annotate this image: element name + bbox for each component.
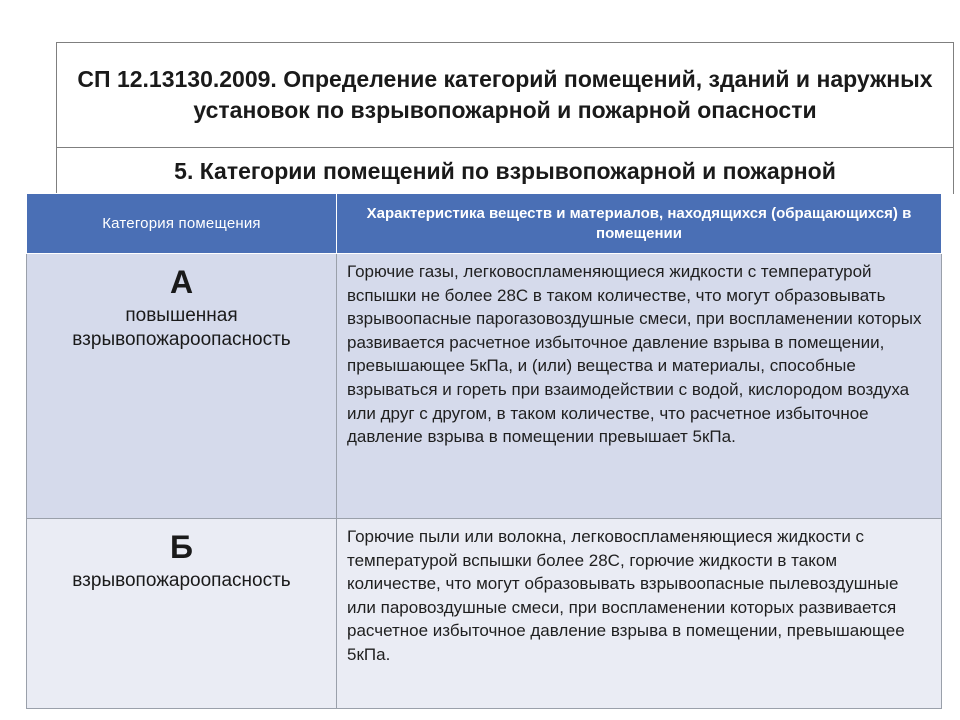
column-header-description: Характеристика веществ и материалов, находящихся (обращающихся) в помещении: [337, 194, 942, 254]
category-letter: Б: [170, 529, 193, 565]
category-description: Горючие пыли или волокна, легковоспламеняющиеся жидкости с температурой вспышки более 28С, горючие жидкости в таком количестве, что могут образовывать взрывоопасные пылевоздушные или паровоздушные смеси, при воспламенении которых развивается расчетное избыточное давление взрыва в помещении, превышающее 5кПа.: [337, 519, 942, 709]
document-title: СП 12.13130.2009. Определение категорий помещений, зданий и наружных установок по взрывопожарной и пожарной опасности: [77, 66, 933, 123]
table-row: [27, 519, 942, 709]
category-description: Горючие газы, легковоспламеняющиеся жидкости с температурой вспышки не более 28С в таком количестве, что могут образовывать взрывоопасные парогазовоздушные смеси, при воспламенении которых развивается расчетное избыточное давление взрыва в помещении, превышающее 5кПа, и (или) вещества и материалы, способные взрываться и гореть при взаимодействии с водой, кислородом воздуха или друг с другом, в таком количестве, что расчетное избыточное давление взрыва в помещении превышает 5кПа.: [337, 254, 942, 519]
table-header-row: [27, 194, 942, 254]
category-name: взрывопожароопасность: [72, 570, 291, 591]
category-letter: А: [169, 264, 194, 300]
subtitle-box: [56, 148, 954, 194]
category-cell-b: [27, 519, 337, 709]
table-row: [27, 254, 942, 519]
category-cell-a: [27, 254, 337, 519]
category-name: повышенная взрывопожароопасность: [72, 305, 291, 350]
categories-table: [26, 193, 942, 709]
section-heading: 5. Категории помещений по взрывопожарной и пожарной: [174, 158, 836, 184]
title-box: [56, 42, 954, 148]
column-header-category: Категория помещения: [27, 194, 337, 254]
